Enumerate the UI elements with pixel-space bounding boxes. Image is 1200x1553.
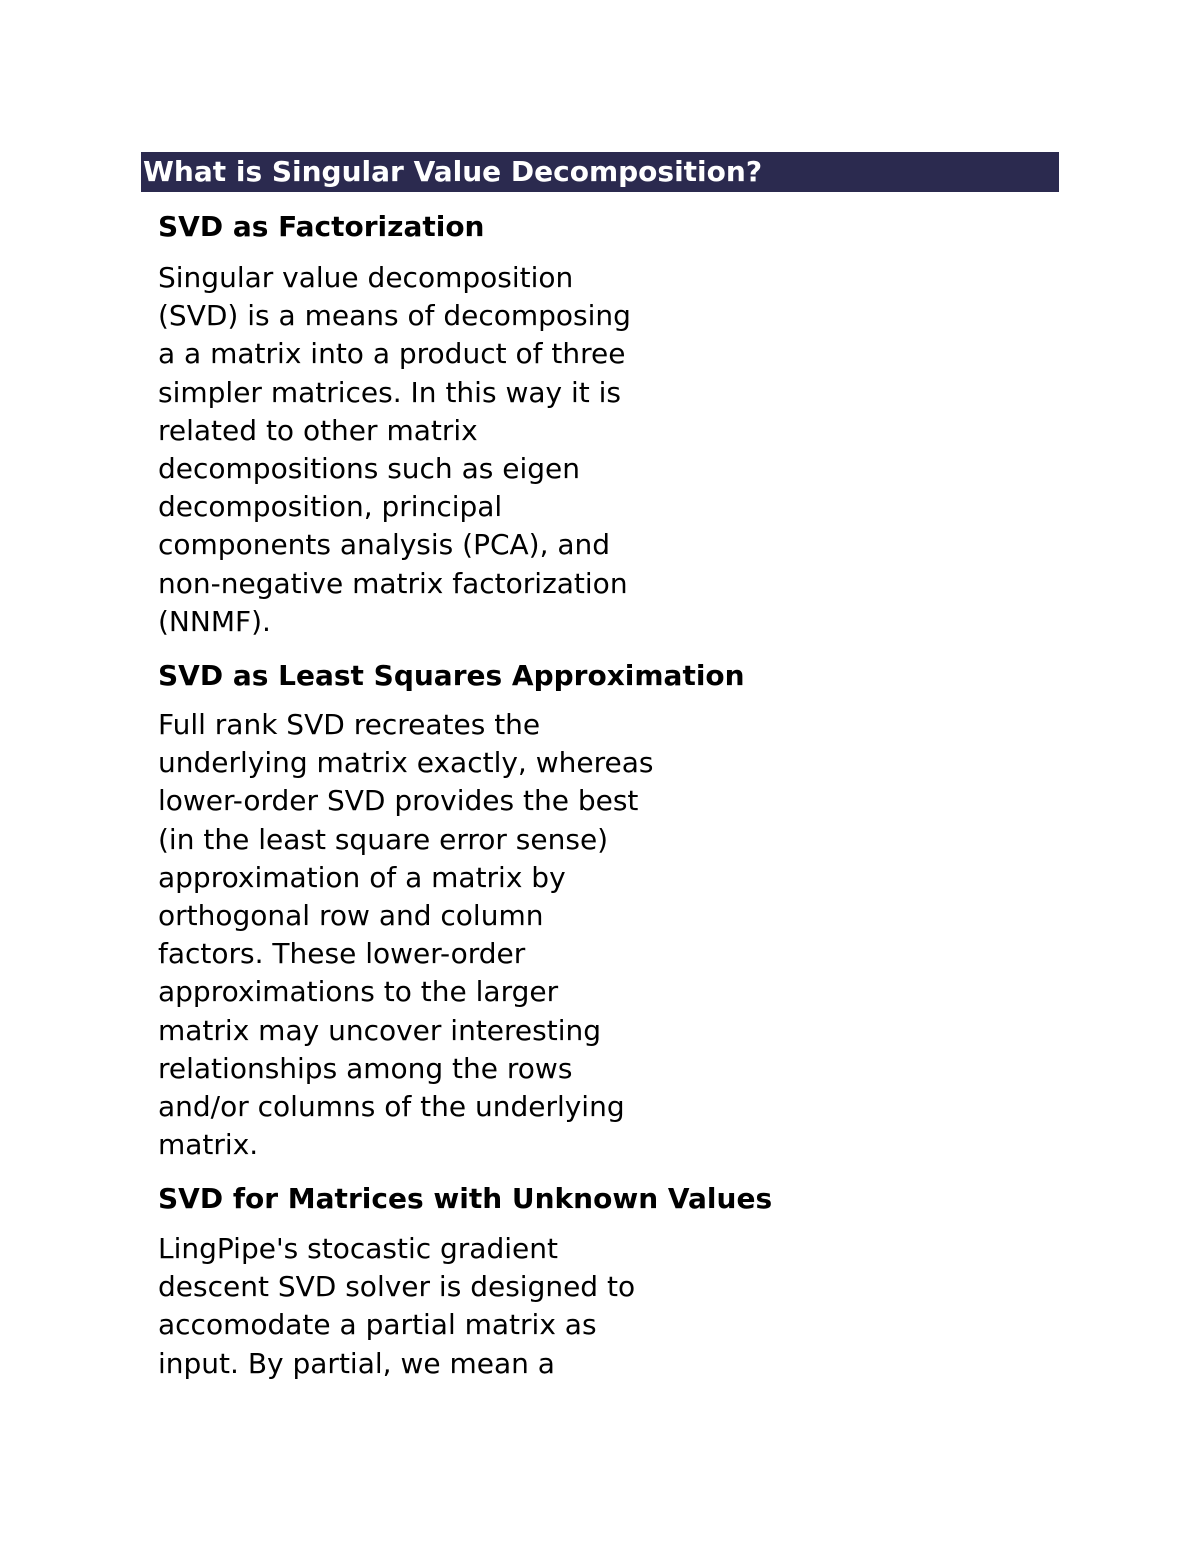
body-line: decomposition, principal [158,490,503,524]
body-line: approximation of a matrix by [158,860,566,894]
body-line: factors. These lower-order [158,937,526,971]
section-heading-factorization: SVD as Factorization [158,210,485,243]
body-line: descent SVD solver is designed to [158,1270,636,1304]
body-line: non-negative matrix factorization [158,566,628,600]
body-line: input. By partial, we mean a [158,1346,555,1380]
body-line: Singular value decomposition [158,261,574,294]
section-body-unknown-values [158,1230,778,1383]
body-line: accomodate a partial matrix as [158,1308,597,1342]
body-line: orthogonal row and column [158,899,544,933]
body-line: matrix may uncover interesting [158,1013,602,1047]
body-line: lower-order SVD provides the best [158,784,639,818]
body-line: matrix. [158,1128,259,1162]
body-line: Full rank SVD recreates the [158,708,541,741]
body-line: relationships among the rows [158,1051,573,1085]
section-heading-unknown-values: SVD for Matrices with Unknown Values [158,1182,773,1215]
body-line: a a matrix into a product of three [158,337,626,371]
body-line: (SVD) is a means of decomposing [158,299,631,333]
section-body-factorization [158,259,778,641]
body-line: related to other matrix [158,413,478,447]
body-line: and/or columns of the underlying [158,1090,625,1124]
body-line: LingPipe's stocastic gradient [158,1232,558,1265]
body-line: underlying matrix exactly, whereas [158,746,654,780]
body-line: (NNMF). [158,604,271,638]
section-body-least-squares [158,706,778,1164]
body-line: components analysis (PCA), and [158,528,611,562]
body-line: decompositions such as eigen [158,452,580,486]
section-heading-least-squares: SVD as Least Squares Approximation [158,659,745,692]
page-title: What is Singular Value Decomposition? [141,152,1059,192]
body-line: (in the least square error sense) [158,822,609,856]
body-line: simpler matrices. In this way it is [158,375,621,409]
body-line: approximations to the larger [158,975,559,1009]
